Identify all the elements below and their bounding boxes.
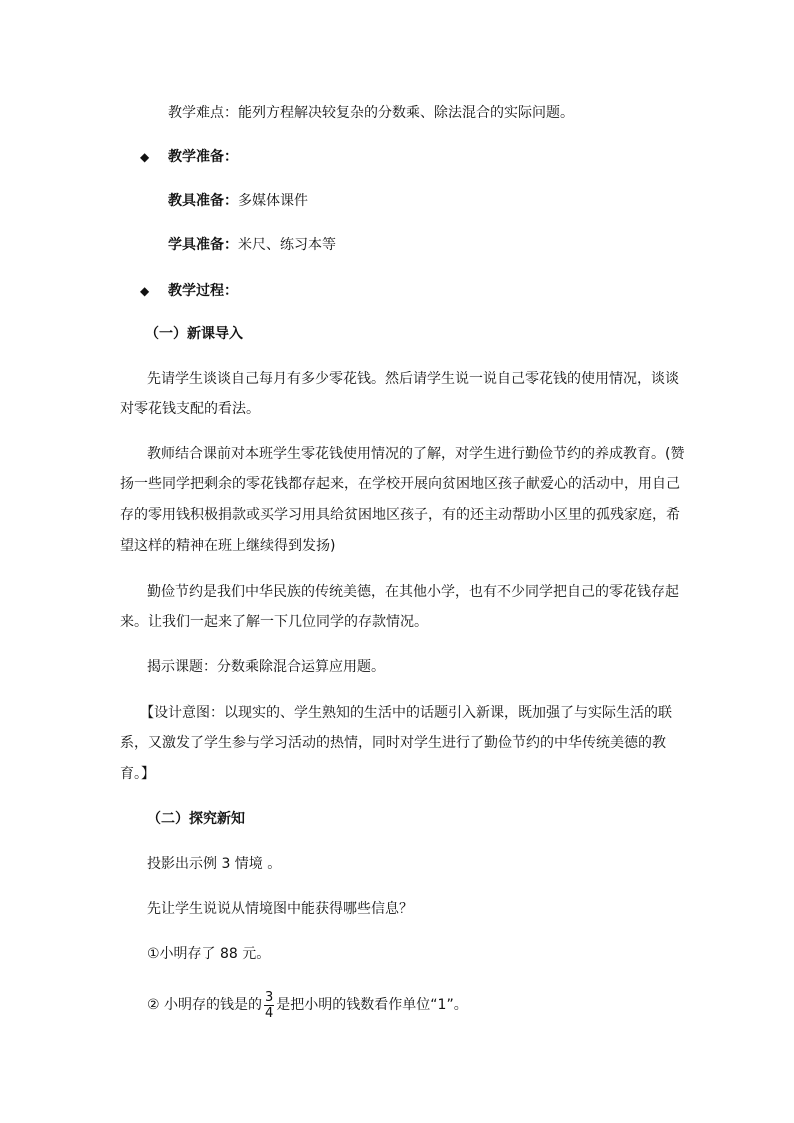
paragraph-line: 先请学生谈谈自己每月有多少零花钱。然后请学生说一说自己零花钱的使用情况，谈谈 xyxy=(147,371,679,387)
design-intent-line: 系，又激发了学生参与学习活动的热情，同时对学生进行了勤俭节约的中华传统美德的教 xyxy=(120,735,666,751)
paragraph-line: 对零花钱支配的看法。 xyxy=(120,401,260,417)
fraction-denominator: 4 xyxy=(265,1005,274,1021)
paragraph-line: 教师结合课前对本班学生零花钱使用情况的了解，对学生进行勤俭节约的养成教育。(赞 xyxy=(147,446,685,462)
diamond-bullet-icon: ◆ xyxy=(140,150,150,164)
student-prep-text: 米尺、练习本等 xyxy=(238,237,336,253)
prep-heading-text: 教学准备： xyxy=(168,149,238,165)
info-item-2-prefix: ② 小明存的钱是的 xyxy=(147,997,263,1013)
difficulty-text: 能列方程解决较复杂的分数乘、除法混合的实际问题。 xyxy=(238,105,574,121)
paragraph-line: 勤俭节约是我们中华民族的传统美德，在其他小学，也有不少同学把自己的零花钱存起 xyxy=(147,584,679,600)
student-prep xyxy=(168,235,336,255)
paragraph-line: 望这样的精神在班上继续得到发扬) xyxy=(120,538,336,554)
teacher-prep xyxy=(168,191,308,211)
difficulty-label: 教学难点： xyxy=(168,105,238,121)
info-item-2 xyxy=(147,988,468,1022)
paragraph-line: 存的零用钱积极捐款或买学习用具给贫困地区孩子，有的还主动帮助小区里的孤残家庭，希 xyxy=(120,507,680,523)
teaching-difficulty xyxy=(168,103,574,123)
section1-heading: （一）新课导入 xyxy=(145,326,243,342)
question-line: 先让学生说说从情境图中能获得哪些信息？ xyxy=(147,901,413,917)
paragraph-line: 扬一些同学把剩余的零花钱都存起来，在学校开展向贫困地区孩子献爱心的活动中，用自己 xyxy=(120,476,680,492)
info-item-1: ①小明存了 88 元。 xyxy=(147,946,271,962)
info-item-2-suffix: 是把小明的钱数看作单位“1”。 xyxy=(276,997,468,1013)
diamond-bullet-icon: ◆ xyxy=(140,284,150,298)
section2-heading: （二）探究新知 xyxy=(147,811,245,827)
design-intent-line: 育。】 xyxy=(120,766,155,782)
projection-line: 投影出示例 3 情境 。 xyxy=(147,856,282,872)
design-intent-line: 【设计意图：以现实的、学生熟知的生活中的话题引入新课，既加强了与实际生活的联 xyxy=(140,705,672,721)
lesson-topic: 揭示课题：分数乘除混合运算应用题。 xyxy=(147,659,385,675)
teacher-prep-text: 多媒体课件 xyxy=(238,193,308,209)
paragraph-line: 来。让我们一起来了解一下几位同学的存款情况。 xyxy=(120,614,428,630)
fraction xyxy=(264,990,274,1021)
teacher-prep-label: 教具准备： xyxy=(168,193,238,209)
fraction-numerator: 3 xyxy=(265,989,274,1005)
teaching-prep-heading xyxy=(140,147,238,167)
process-heading-text: 教学过程： xyxy=(168,283,238,299)
student-prep-label: 学具准备： xyxy=(168,237,238,253)
teaching-process-heading xyxy=(140,281,238,301)
